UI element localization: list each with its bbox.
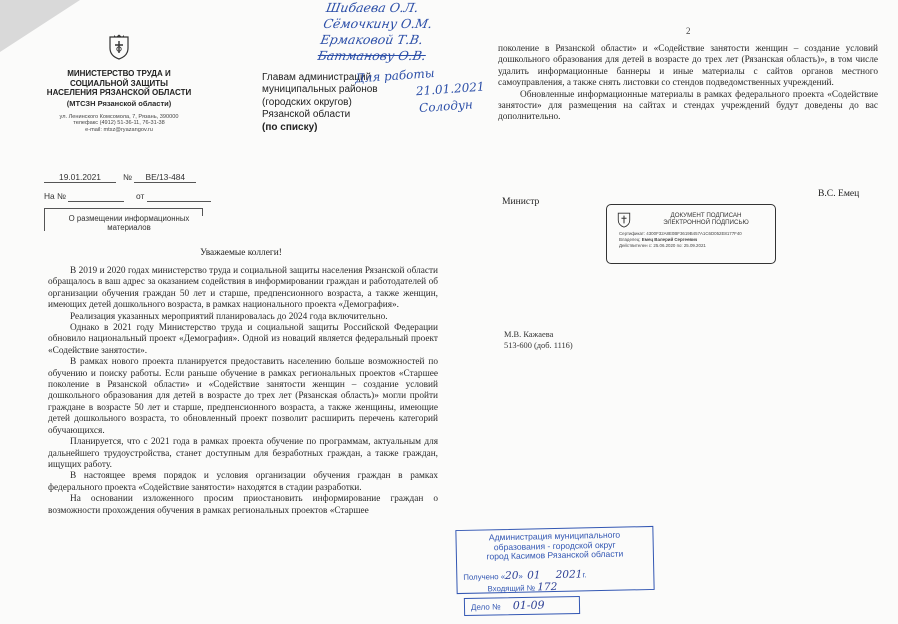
handwritten-name: Ермаковой Т.В. (319, 32, 425, 47)
case-label: Дело № (470, 602, 501, 612)
reference-date-blank (147, 191, 211, 202)
addressee-line: Рязанской области (262, 109, 351, 121)
reference-line (44, 191, 211, 202)
stamp-received-label: Получено (463, 572, 499, 582)
continuation-paragraph: Обновленные информационные материалы в рамках федерального проекта «Содействие занятости» для размещения на сайтах и стендах учреждений будут доведены до вас дополнительно. (498, 89, 878, 123)
resolution-text: Для работы (354, 65, 435, 86)
reference-from-label: от (136, 191, 145, 201)
addressee-line: Главам администраций (262, 72, 372, 83)
handwritten-name: Батманову О.В. (316, 48, 428, 63)
page-number: 2 (686, 26, 691, 36)
registration-number: ВЕ/13-484 (134, 172, 196, 183)
reference-number-blank (68, 191, 124, 202)
body-paragraph: В рамках нового проекта планируется предоставить населению больше возможностей по обучению и поиску работы. Если раньше обучение в рамках региональных проектов «Старшее поколение в Рязанской области» и «Содействие занятости женщин – создание условий дошкольного образования для детей в возрасте до трех лет (Рязанская область)» могли пройти граждане в возрасте 50 лет и старше, предпенсионного возраста, а также женщины, имеющие детей дошкольного возраста, то обновленный проект позволит расширить перечень категорий обучающихся. (48, 357, 438, 436)
organization-header (34, 34, 204, 134)
address-line: ул. Ленинского Комсомола, 7, Рязань, 390000 (59, 113, 179, 120)
coat-of-arms-icon (617, 211, 631, 228)
esign-certificate: Сертификат: 4300F32A8E0BF3619B457A1C6D052E8177F40 (619, 231, 742, 236)
esign-owner: Емец Валерий Сергеевич (641, 237, 698, 242)
letter-body (48, 266, 438, 517)
body-paragraph: На основании изложенного просим приостановить информирование граждан о возможности прохождения обучения в рамках региональных проектов «Старшее (48, 494, 438, 516)
stamp-received-day: 20 (504, 569, 519, 583)
stamp-organization (456, 527, 653, 563)
executor-phone: 513-600 (доб. 1116) (504, 340, 573, 350)
greeting: Уважаемые коллеги! (200, 248, 282, 258)
letter-continuation (498, 44, 878, 124)
resolution-date: 21.01.2021 (415, 79, 486, 99)
esign-validity: Действителен с: 25.06.2020 по: 25.09.2021 (619, 243, 706, 248)
reference-label: На № (44, 191, 67, 201)
stamp-incoming-number: 172 (537, 580, 558, 594)
organization-address (34, 114, 204, 134)
resolution-signature: Солодун (418, 97, 474, 116)
incoming-registration-stamp (455, 526, 654, 594)
addressee-line: муниципальных районов (262, 84, 378, 96)
executor-info (504, 330, 573, 351)
stamp-org-line: Администрация муниципального (488, 529, 621, 543)
stamp-year-suffix: г. (582, 570, 587, 580)
coat-of-arms-icon (108, 34, 130, 60)
address-line: e-mail: mtsz@ryazangov.ru (85, 127, 153, 134)
stamp-received-month: 01 (527, 569, 541, 582)
body-paragraph: В настоящее время порядок и условия организации обучения граждан в рамках федерального проекта «Содействие занятости» находятся в стадии разработки. (48, 471, 438, 493)
registration-date: 19.01.2021 (44, 172, 116, 183)
addressee-line: (городских округов) (262, 96, 352, 108)
esign-owner-label: Владелец: (619, 237, 641, 242)
organization-name-line: МИНИСТЕРСТВО ТРУДА И (67, 69, 171, 78)
stamp-received-row: Получено «20» 01 2021г. (463, 568, 587, 583)
esign-details (619, 231, 771, 249)
case-number: 01-09 (512, 598, 545, 613)
signatory-name: В.С. Емец (818, 188, 860, 199)
esign-title-line: ЭЛЕКТРОННОЙ ПОДПИСЬЮ (663, 219, 749, 227)
stamp-org-line: образования - городской округ (493, 539, 616, 552)
handwritten-resolution (354, 62, 486, 122)
handwritten-name: Сёмочкину О.М. (322, 16, 434, 31)
signatory-title: Министр (502, 196, 540, 207)
handwritten-name: Шибаева О.Л. (324, 0, 420, 15)
address-line: телефакс (4912) 51-36-11, 76-31-38 (73, 120, 165, 127)
subject-line: О размещении информационных (68, 214, 190, 223)
handwritten-routing-names (316, 0, 436, 64)
esign-title (641, 212, 771, 227)
body-paragraph: Планируется, что с 2021 года в рамках проекта обучение по программам, актуальным для дальнейшего трудоустройства, станет доступным для безработных граждан, а также граждан, ищущих работу. (48, 437, 438, 470)
stamp-received-year: 2021 (555, 568, 583, 581)
electronic-signature-stamp (606, 204, 776, 264)
body-paragraph: В 2019 и 2020 годах министерство труда и социальной защиты населения Рязанской области обращалось в ваш адрес за оказанием содействия в информировании граждан и работодателей об организации обучения граждан 50 лет и старше, предпенсионного возраста, а также женщин, имеющих детей дошкольного возраста, в рамках национального проекта «Демография». (48, 266, 438, 311)
subject-line: материалов (107, 223, 151, 233)
body-paragraph: Реализация указанных мероприятий планировалась до 2024 года включительно. (70, 311, 388, 322)
stamp-org-line: город Касимов Рязанской области (486, 548, 624, 562)
organization-name-line: НАСЕЛЕНИЯ РЯЗАНСКОЙ ОБЛАСТИ (46, 88, 192, 97)
organization-abbreviation: (МТСЗН Рязанской области) (66, 98, 172, 108)
continuation-paragraph: поколение в Рязанской области» и «Содействие занятости женщин – создание условий дошкольного образования для детей в возрасте до трех лет (Рязанская область)», в том числе удалить информационные баннеры и иные материалы с сайтов органов местного самоуправления, а также снять листовки со стендов подведомственных учреждений. (498, 44, 878, 89)
registration-number-label: № (122, 172, 132, 182)
addressee-list-note: (по списку) (262, 121, 318, 133)
executor-name: М.В. Кажаева (504, 330, 554, 339)
stamp-incoming-row (487, 581, 557, 594)
document-subject (54, 214, 204, 233)
organization-name-line: СОЦИАЛЬНОЙ ЗАЩИТЫ (69, 78, 168, 88)
esign-title-line: ДОКУМЕНТ ПОДПИСАН (670, 212, 742, 219)
stamp-incoming-label: Входящий № (487, 583, 536, 594)
case-number-box (464, 596, 580, 616)
body-paragraph: Однако в 2021 году Министерство труда и социальной защиты Российской Федерации обновило национальный проект «Демография». Одной из новаций является федеральный проект «Содействие занятости». (48, 323, 438, 356)
registration-line (44, 172, 196, 183)
